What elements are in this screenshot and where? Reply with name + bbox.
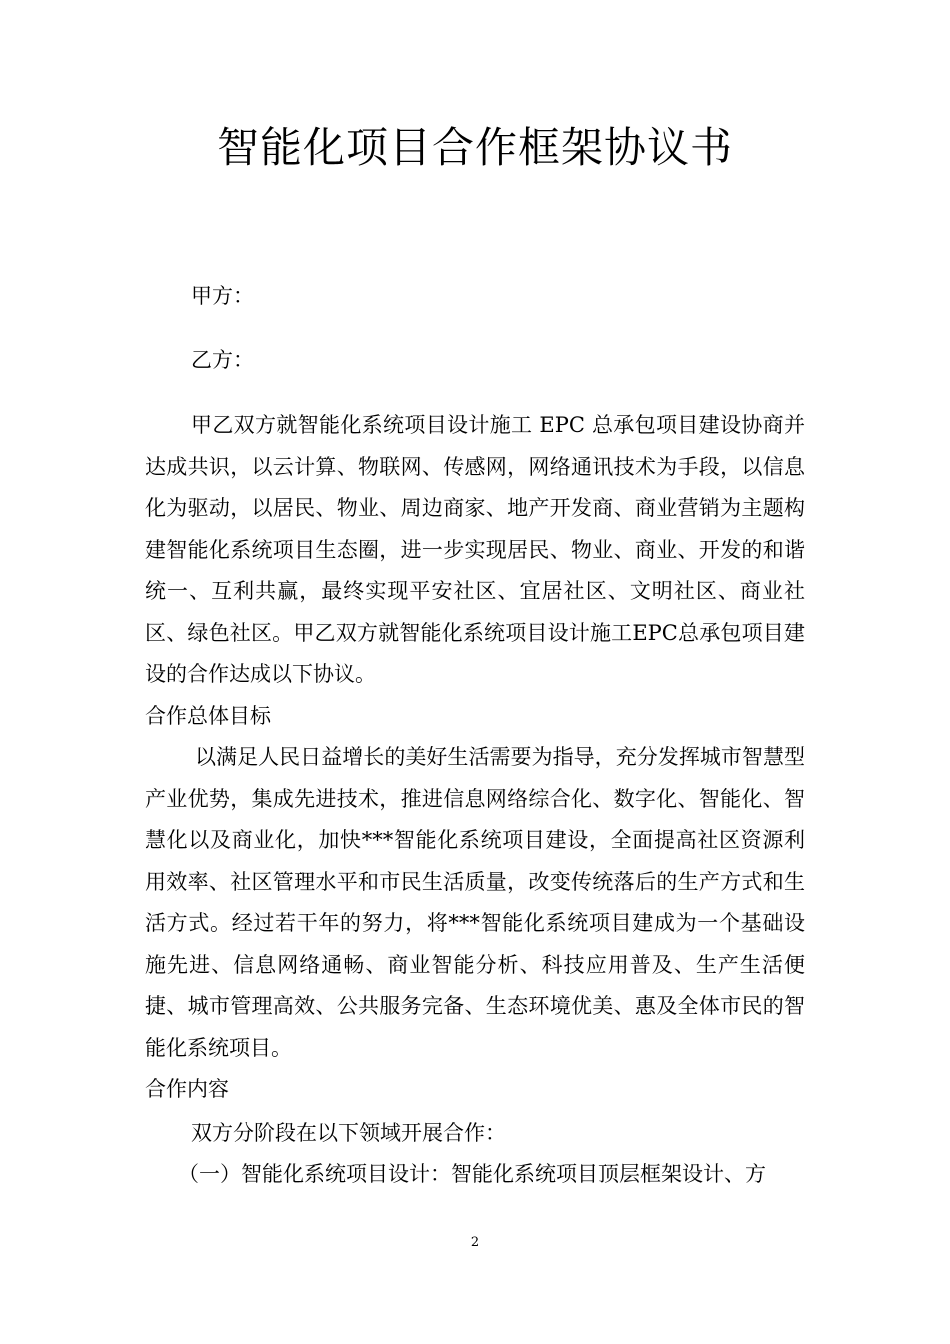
section-heading-cooperation-content: 合作内容 (145, 1077, 229, 1101)
page-number: 2 (470, 1235, 480, 1250)
section-heading-overall-goal: 合作总体目标 (145, 704, 271, 728)
party-a-label: 甲方： (191, 284, 254, 308)
document-title: 智能化项目合作框架协议书 (216, 123, 733, 172)
intro-paragraph: 甲乙双方就智能化系统项目设计施工 EPC 总承包项目建设协商并达成共识，以云计算、物联网、传感网，网络通讯技术为手段，以信息化为驱动，以居民、物业、周边商家、地产开发商、商业营销为主题构建智能化系统项目生态圈，进一步实现居民、物业、商业、开发的和谐统一、互利共赢，最终实现平安社区、宜居社区、文明社区、商业社区、绿色社区。甲乙双方就智能化系统项目设计施工EPC总承包项目建设的合作达成以下协议。 (145, 413, 805, 686)
party-b-label: 乙方： (191, 348, 254, 372)
cooperation-intro-line: 双方分阶段在以下领域开展合作： (191, 1121, 506, 1145)
overall-goal-paragraph: 以满足人民日益增长的美好生活需要为指导，充分发挥城市智慧型产业优势，集成先进技术，推进信息网络综合化、数字化、智能化、智慧化以及商业化，加快***智能化系统项目建设，全面提高社区资源利用效率、社区管理水平和市民生活质量，改变传统落后的生产方式和生活方式。经过若干年的努力，将***智能化系统项目建成为一个基础设施先进、信息网络通畅、商业智能分析、科技应用普及、生产生活便捷、城市管理高效、公共服务完备、生态环境优美、惠及全体市民的智能化系统项目。 (145, 745, 805, 1060)
cooperation-item-1: （一）智能化系统项目设计：智能化系统项目顶层框架设计、方 (178, 1162, 766, 1186)
